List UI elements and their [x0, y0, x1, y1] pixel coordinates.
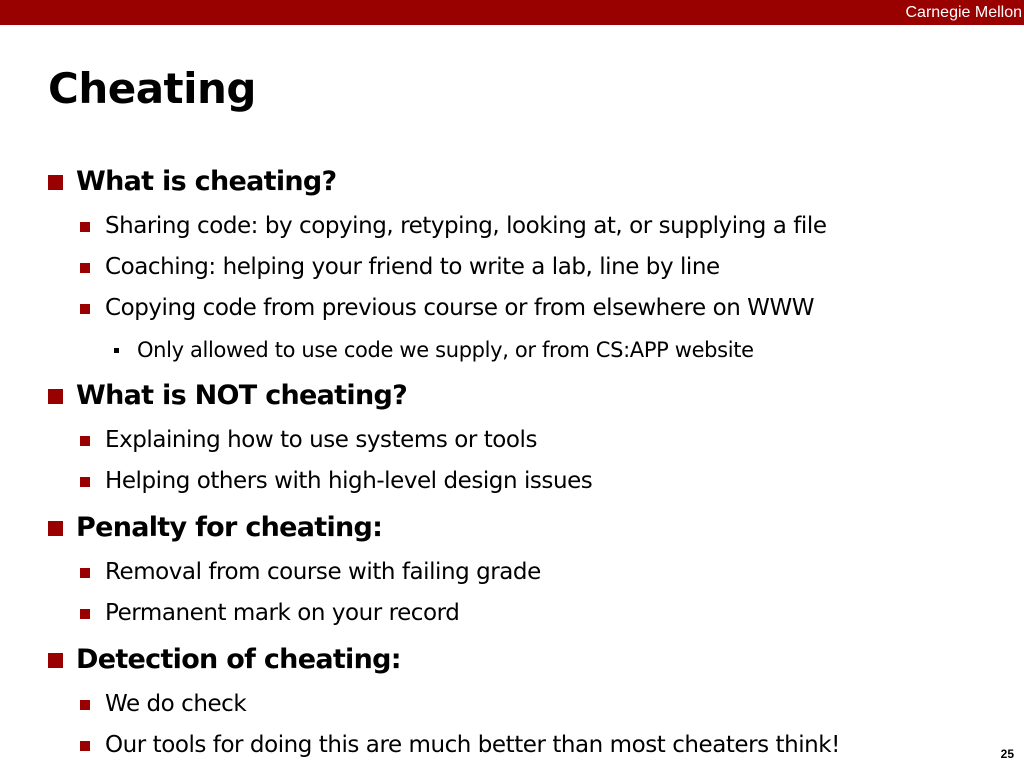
- square-bullet-icon: [80, 304, 90, 314]
- page-number: 25: [1000, 747, 1014, 761]
- square-bullet-icon: [80, 741, 90, 751]
- section-heading-text: Detection of cheating:: [76, 644, 401, 675]
- square-bullet-icon: [80, 609, 90, 619]
- square-bullet-icon: [48, 175, 63, 190]
- brand-label: Carnegie Mellon: [905, 4, 1022, 21]
- list-item-text: Copying code from previous course or from elsewhere on WWW: [105, 295, 815, 321]
- list-item-text: We do check: [105, 691, 247, 717]
- sub-list-item-text: Only allowed to use code we supply, or from CS:APP website: [137, 338, 754, 362]
- square-bullet-icon: [80, 477, 90, 487]
- list-item-text: Coaching: helping your friend to write a lab, line by line: [105, 254, 720, 280]
- square-bullet-icon: [80, 222, 90, 232]
- header-bar: [0, 0, 1024, 25]
- square-bullet-icon: [80, 568, 90, 578]
- square-bullet-icon: [48, 521, 63, 536]
- square-bullet-icon: [48, 653, 63, 668]
- list-item-text: Permanent mark on your record: [105, 600, 460, 626]
- list-item-text: Sharing code: by copying, retyping, looking at, or supplying a file: [105, 213, 827, 239]
- list-item-text: Removal from course with failing grade: [105, 559, 541, 585]
- section-heading-text: Penalty for cheating:: [76, 512, 383, 543]
- square-bullet-icon: [114, 348, 119, 353]
- section-heading-text: What is cheating?: [76, 166, 337, 197]
- square-bullet-icon: [80, 436, 90, 446]
- square-bullet-icon: [80, 700, 90, 710]
- section-heading-text: What is NOT cheating?: [76, 380, 408, 411]
- list-item-text: Our tools for doing this are much better than most cheaters think!: [105, 732, 840, 758]
- square-bullet-icon: [80, 263, 90, 273]
- list-item-text: Helping others with high-level design issues: [105, 468, 593, 494]
- list-item-text: Explaining how to use systems or tools: [105, 427, 537, 453]
- slide-title: Cheating: [48, 64, 256, 113]
- square-bullet-icon: [48, 389, 63, 404]
